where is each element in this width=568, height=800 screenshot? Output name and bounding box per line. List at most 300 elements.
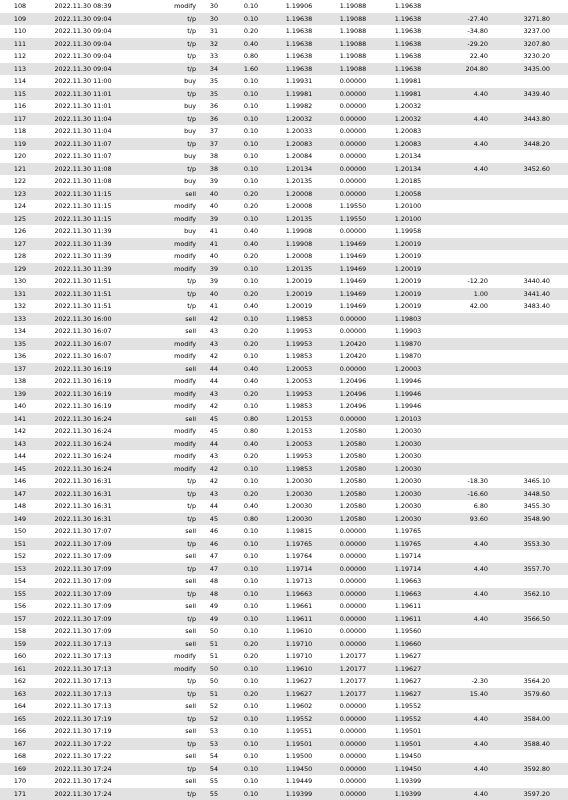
- trade-type-cell: buy: [126, 150, 198, 163]
- profit-cell: 4.40: [436, 738, 490, 751]
- profit-cell: -16.60: [436, 488, 490, 501]
- table-row: [0, 650, 568, 663]
- trade-number-cell: 152: [0, 550, 40, 563]
- trade-time-cell: 2022.11.30 16:19: [40, 375, 126, 388]
- order-number-cell: 43: [198, 325, 230, 338]
- take-profit-cell: 1.19399: [380, 775, 436, 788]
- trade-type-cell: t/p: [126, 475, 198, 488]
- balance-cell: [490, 625, 568, 638]
- trade-time-cell: 2022.11.30 16:31: [40, 475, 126, 488]
- table-row: [0, 138, 568, 151]
- stop-loss-cell: 1.20177: [326, 650, 380, 663]
- trade-time-cell: 2022.11.30 09:04: [40, 63, 126, 76]
- order-number-cell: 43: [198, 488, 230, 501]
- order-number-cell: 30: [198, 13, 230, 26]
- trade-type-cell: t/p: [126, 763, 198, 776]
- stop-loss-cell: 1.19088: [326, 38, 380, 51]
- profit-cell: [436, 100, 490, 113]
- stop-loss-cell: 1.20580: [326, 500, 380, 513]
- trade-number-cell: 124: [0, 200, 40, 213]
- balance-cell: [490, 0, 568, 13]
- balance-cell: [490, 188, 568, 201]
- price-cell: 1.19981: [272, 88, 326, 101]
- balance-cell: 3452.60: [490, 163, 568, 176]
- take-profit-cell: 1.19803: [380, 313, 436, 326]
- trade-time-cell: 2022.11.30 09:04: [40, 13, 126, 26]
- order-number-cell: 35: [198, 75, 230, 88]
- trade-time-cell: 2022.11.30 11:39: [40, 250, 126, 263]
- trade-type-cell: modify: [126, 213, 198, 226]
- trade-type-cell: buy: [126, 225, 198, 238]
- volume-cell: 0.40: [230, 375, 272, 388]
- balance-cell: [490, 650, 568, 663]
- profit-cell: [436, 150, 490, 163]
- trade-type-cell: buy: [126, 100, 198, 113]
- table-row: [0, 675, 568, 688]
- trade-type-cell: sell: [126, 413, 198, 426]
- table-row: [0, 288, 568, 301]
- balance-cell: [490, 388, 568, 401]
- table-row: [0, 563, 568, 576]
- profit-cell: [436, 400, 490, 413]
- table-row: [0, 638, 568, 651]
- trade-number-cell: 161: [0, 663, 40, 676]
- table-row: [0, 88, 568, 101]
- order-number-cell: 37: [198, 125, 230, 138]
- trade-number-cell: 132: [0, 300, 40, 313]
- stop-loss-cell: 0.00000: [326, 75, 380, 88]
- take-profit-cell: 1.20019: [380, 288, 436, 301]
- order-number-cell: 46: [198, 538, 230, 551]
- profit-cell: 15.40: [436, 688, 490, 701]
- volume-cell: 0.80: [230, 513, 272, 526]
- trade-time-cell: 2022.11.30 17:24: [40, 775, 126, 788]
- balance-cell: 3579.60: [490, 688, 568, 701]
- trade-number-cell: 155: [0, 588, 40, 601]
- order-number-cell: 51: [198, 650, 230, 663]
- table-row: [0, 175, 568, 188]
- table-row: [0, 588, 568, 601]
- trade-number-cell: 145: [0, 463, 40, 476]
- stop-loss-cell: 0.00000: [326, 113, 380, 126]
- balance-cell: 3435.00: [490, 63, 568, 76]
- trade-time-cell: 2022.11.30 11:07: [40, 138, 126, 151]
- table-row: [0, 363, 568, 376]
- table-row: [0, 200, 568, 213]
- price-cell: 1.20019: [272, 300, 326, 313]
- price-cell: 1.20135: [272, 263, 326, 276]
- stop-loss-cell: 0.00000: [326, 563, 380, 576]
- take-profit-cell: 1.20030: [380, 438, 436, 451]
- order-number-cell: 55: [198, 788, 230, 800]
- balance-cell: [490, 213, 568, 226]
- trade-type-cell: sell: [126, 775, 198, 788]
- trade-type-cell: t/p: [126, 675, 198, 688]
- balance-cell: 3271.80: [490, 13, 568, 26]
- take-profit-cell: 1.20030: [380, 425, 436, 438]
- order-number-cell: 42: [198, 463, 230, 476]
- trade-type-cell: modify: [126, 238, 198, 251]
- volume-cell: 0.10: [230, 713, 272, 726]
- trade-type-cell: modify: [126, 250, 198, 263]
- volume-cell: 0.10: [230, 588, 272, 601]
- balance-cell: [490, 225, 568, 238]
- trade-time-cell: 2022.11.30 16:07: [40, 350, 126, 363]
- order-number-cell: 45: [198, 413, 230, 426]
- stop-loss-cell: 1.19088: [326, 50, 380, 63]
- price-cell: 1.19906: [272, 0, 326, 13]
- take-profit-cell: 1.20032: [380, 100, 436, 113]
- take-profit-cell: 1.19399: [380, 788, 436, 800]
- volume-cell: 0.40: [230, 225, 272, 238]
- order-number-cell: 54: [198, 763, 230, 776]
- take-profit-cell: 1.20083: [380, 138, 436, 151]
- stop-loss-cell: 1.19469: [326, 238, 380, 251]
- balance-cell: [490, 125, 568, 138]
- take-profit-cell: 1.19638: [380, 25, 436, 38]
- trade-time-cell: 2022.11.30 17:09: [40, 575, 126, 588]
- stop-loss-cell: 0.00000: [326, 100, 380, 113]
- stop-loss-cell: 0.00000: [326, 88, 380, 101]
- trade-type-cell: t/p: [126, 63, 198, 76]
- profit-cell: [436, 700, 490, 713]
- order-number-cell: 45: [198, 513, 230, 526]
- price-cell: 1.19638: [272, 13, 326, 26]
- take-profit-cell: 1.20030: [380, 450, 436, 463]
- price-cell: 1.19953: [272, 388, 326, 401]
- order-number-cell: 30: [198, 0, 230, 13]
- order-number-cell: 41: [198, 238, 230, 251]
- stop-loss-cell: 0.00000: [326, 763, 380, 776]
- price-cell: 1.19638: [272, 50, 326, 63]
- trade-type-cell: modify: [126, 338, 198, 351]
- trade-type-cell: t/p: [126, 288, 198, 301]
- stop-loss-cell: 0.00000: [326, 313, 380, 326]
- trade-time-cell: 2022.11.30 17:09: [40, 625, 126, 638]
- profit-cell: [436, 600, 490, 613]
- order-number-cell: 43: [198, 450, 230, 463]
- trade-type-cell: modify: [126, 0, 198, 13]
- balance-cell: 3448.20: [490, 138, 568, 151]
- take-profit-cell: 1.20019: [380, 263, 436, 276]
- volume-cell: 0.20: [230, 638, 272, 651]
- profit-cell: [436, 175, 490, 188]
- trade-type-cell: modify: [126, 375, 198, 388]
- order-number-cell: 36: [198, 113, 230, 126]
- profit-cell: -29.20: [436, 38, 490, 51]
- trade-type-cell: modify: [126, 463, 198, 476]
- stop-loss-cell: 1.20496: [326, 375, 380, 388]
- trade-number-cell: 153: [0, 563, 40, 576]
- table-row: [0, 425, 568, 438]
- trade-number-cell: 142: [0, 425, 40, 438]
- take-profit-cell: 1.19765: [380, 538, 436, 551]
- table-row: [0, 375, 568, 388]
- stop-loss-cell: 0.00000: [326, 588, 380, 601]
- order-number-cell: 50: [198, 663, 230, 676]
- stop-loss-cell: 0.00000: [326, 188, 380, 201]
- trade-time-cell: 2022.11.30 11:01: [40, 88, 126, 101]
- profit-cell: [436, 575, 490, 588]
- trade-time-cell: 2022.11.30 16:24: [40, 438, 126, 451]
- table-row: [0, 300, 568, 313]
- stop-loss-cell: 1.19469: [326, 250, 380, 263]
- profit-cell: [436, 775, 490, 788]
- trade-time-cell: 2022.11.30 11:08: [40, 175, 126, 188]
- trade-number-cell: 168: [0, 750, 40, 763]
- stop-loss-cell: 0.00000: [326, 550, 380, 563]
- trade-time-cell: 2022.11.30 09:04: [40, 50, 126, 63]
- trade-time-cell: 2022.11.30 11:04: [40, 113, 126, 126]
- trade-type-cell: sell: [126, 700, 198, 713]
- balance-cell: [490, 638, 568, 651]
- trade-time-cell: 2022.11.30 11:51: [40, 300, 126, 313]
- trade-time-cell: 2022.11.30 16:19: [40, 363, 126, 376]
- order-number-cell: 41: [198, 300, 230, 313]
- order-number-cell: 42: [198, 400, 230, 413]
- order-number-cell: 48: [198, 575, 230, 588]
- volume-cell: 1.60: [230, 63, 272, 76]
- volume-cell: 0.10: [230, 538, 272, 551]
- balance-cell: [490, 463, 568, 476]
- volume-cell: 0.80: [230, 413, 272, 426]
- stop-loss-cell: 1.20580: [326, 438, 380, 451]
- price-cell: 1.19931: [272, 75, 326, 88]
- table-row: [0, 13, 568, 26]
- balance-cell: [490, 150, 568, 163]
- stop-loss-cell: 1.20177: [326, 688, 380, 701]
- balance-cell: 3566.50: [490, 613, 568, 626]
- order-number-cell: 47: [198, 563, 230, 576]
- order-number-cell: 48: [198, 588, 230, 601]
- volume-cell: 0.10: [230, 138, 272, 151]
- trade-time-cell: 2022.11.30 08:39: [40, 0, 126, 13]
- stop-loss-cell: 0.00000: [326, 575, 380, 588]
- trade-number-cell: 110: [0, 25, 40, 38]
- take-profit-cell: 1.20019: [380, 300, 436, 313]
- trade-number-cell: 159: [0, 638, 40, 651]
- order-number-cell: 46: [198, 525, 230, 538]
- trade-type-cell: t/p: [126, 25, 198, 38]
- price-cell: 1.19602: [272, 700, 326, 713]
- table-row: [0, 525, 568, 538]
- price-cell: 1.19953: [272, 338, 326, 351]
- price-cell: 1.20033: [272, 125, 326, 138]
- trade-number-cell: 165: [0, 713, 40, 726]
- volume-cell: 0.10: [230, 700, 272, 713]
- take-profit-cell: 1.20185: [380, 175, 436, 188]
- trade-time-cell: 2022.11.30 16:07: [40, 325, 126, 338]
- order-number-cell: 42: [198, 350, 230, 363]
- trade-type-cell: t/p: [126, 300, 198, 313]
- order-number-cell: 55: [198, 775, 230, 788]
- price-cell: 1.19552: [272, 713, 326, 726]
- price-cell: 1.19853: [272, 400, 326, 413]
- profit-cell: [436, 125, 490, 138]
- trade-number-cell: 163: [0, 688, 40, 701]
- balance-cell: 3584.00: [490, 713, 568, 726]
- profit-cell: 1.00: [436, 288, 490, 301]
- stop-loss-cell: 0.00000: [326, 700, 380, 713]
- take-profit-cell: 1.19981: [380, 88, 436, 101]
- price-cell: 1.19714: [272, 563, 326, 576]
- volume-cell: 0.10: [230, 600, 272, 613]
- trade-number-cell: 160: [0, 650, 40, 663]
- order-number-cell: 38: [198, 150, 230, 163]
- order-number-cell: 42: [198, 475, 230, 488]
- price-cell: 1.20019: [272, 275, 326, 288]
- volume-cell: 0.10: [230, 213, 272, 226]
- price-cell: 1.20030: [272, 475, 326, 488]
- table-row: [0, 50, 568, 63]
- table-row: [0, 625, 568, 638]
- trade-time-cell: 2022.11.30 17:24: [40, 763, 126, 776]
- trade-number-cell: 116: [0, 100, 40, 113]
- balance-cell: [490, 325, 568, 338]
- volume-cell: 0.20: [230, 338, 272, 351]
- trade-time-cell: 2022.11.30 17:13: [40, 675, 126, 688]
- trade-time-cell: 2022.11.30 17:09: [40, 550, 126, 563]
- stop-loss-cell: 0.00000: [326, 600, 380, 613]
- trade-number-cell: 140: [0, 400, 40, 413]
- trade-time-cell: 2022.11.30 16:19: [40, 388, 126, 401]
- trade-time-cell: 2022.11.30 16:24: [40, 413, 126, 426]
- take-profit-cell: 1.19946: [380, 375, 436, 388]
- take-profit-cell: 1.19870: [380, 338, 436, 351]
- stop-loss-cell: 0.00000: [326, 625, 380, 638]
- trade-number-cell: 158: [0, 625, 40, 638]
- profit-cell: [436, 238, 490, 251]
- table-row: [0, 350, 568, 363]
- trade-number-cell: 147: [0, 488, 40, 501]
- order-number-cell: 45: [198, 425, 230, 438]
- balance-cell: [490, 438, 568, 451]
- price-cell: 1.19611: [272, 613, 326, 626]
- take-profit-cell: 1.19903: [380, 325, 436, 338]
- balance-cell: [490, 375, 568, 388]
- balance-cell: 3562.10: [490, 588, 568, 601]
- profit-cell: [436, 550, 490, 563]
- stop-loss-cell: 1.20496: [326, 400, 380, 413]
- volume-cell: 0.10: [230, 675, 272, 688]
- balance-cell: 3448.50: [490, 488, 568, 501]
- trade-time-cell: 2022.11.30 16:31: [40, 488, 126, 501]
- balance-cell: 3455.30: [490, 500, 568, 513]
- take-profit-cell: 1.19611: [380, 600, 436, 613]
- trade-number-cell: 141: [0, 413, 40, 426]
- trade-type-cell: t/p: [126, 275, 198, 288]
- profit-cell: 4.40: [436, 713, 490, 726]
- trade-type-cell: t/p: [126, 788, 198, 800]
- take-profit-cell: 1.20030: [380, 463, 436, 476]
- balance-cell: 3588.40: [490, 738, 568, 751]
- take-profit-cell: 1.19638: [380, 38, 436, 51]
- stop-loss-cell: 0.00000: [326, 638, 380, 651]
- trade-time-cell: 2022.11.30 16:07: [40, 338, 126, 351]
- table-row: [0, 63, 568, 76]
- stop-loss-cell: 1.20580: [326, 463, 380, 476]
- trade-time-cell: 2022.11.30 11:00: [40, 75, 126, 88]
- order-number-cell: 31: [198, 25, 230, 38]
- trade-type-cell: t/p: [126, 88, 198, 101]
- volume-cell: 0.20: [230, 388, 272, 401]
- trade-time-cell: 2022.11.30 17:13: [40, 688, 126, 701]
- volume-cell: 0.10: [230, 0, 272, 13]
- price-cell: 1.20030: [272, 488, 326, 501]
- stop-loss-cell: 1.20580: [326, 513, 380, 526]
- trade-type-cell: sell: [126, 625, 198, 638]
- balance-cell: [490, 338, 568, 351]
- stop-loss-cell: 1.20420: [326, 338, 380, 351]
- order-number-cell: 51: [198, 638, 230, 651]
- price-cell: 1.20030: [272, 500, 326, 513]
- balance-cell: 3441.40: [490, 288, 568, 301]
- take-profit-cell: 1.19627: [380, 650, 436, 663]
- trade-type-cell: sell: [126, 575, 198, 588]
- profit-cell: -27.40: [436, 13, 490, 26]
- price-cell: 1.19764: [272, 550, 326, 563]
- balance-cell: [490, 750, 568, 763]
- trade-time-cell: 2022.11.30 17:13: [40, 638, 126, 651]
- volume-cell: 0.10: [230, 350, 272, 363]
- balance-cell: 3564.20: [490, 675, 568, 688]
- volume-cell: 0.10: [230, 613, 272, 626]
- volume-cell: 0.10: [230, 463, 272, 476]
- stop-loss-cell: 0.00000: [326, 525, 380, 538]
- stop-loss-cell: 0.00000: [326, 413, 380, 426]
- profit-cell: 4.40: [436, 88, 490, 101]
- profit-cell: 4.40: [436, 613, 490, 626]
- take-profit-cell: 1.20019: [380, 250, 436, 263]
- take-profit-cell: 1.19501: [380, 738, 436, 751]
- order-number-cell: 49: [198, 600, 230, 613]
- trade-type-cell: sell: [126, 325, 198, 338]
- table-row: [0, 25, 568, 38]
- trade-type-cell: sell: [126, 363, 198, 376]
- profit-cell: [436, 425, 490, 438]
- table-row: [0, 488, 568, 501]
- stop-loss-cell: 0.00000: [326, 125, 380, 138]
- volume-cell: 0.40: [230, 238, 272, 251]
- trade-type-cell: sell: [126, 600, 198, 613]
- order-number-cell: 44: [198, 375, 230, 388]
- balance-cell: [490, 363, 568, 376]
- take-profit-cell: 1.20134: [380, 163, 436, 176]
- profit-cell: [436, 638, 490, 651]
- volume-cell: 0.10: [230, 400, 272, 413]
- stop-loss-cell: 1.20177: [326, 675, 380, 688]
- trade-number-cell: 112: [0, 50, 40, 63]
- price-cell: 1.19710: [272, 638, 326, 651]
- profit-cell: [436, 325, 490, 338]
- stop-loss-cell: 0.00000: [326, 175, 380, 188]
- order-number-cell: 43: [198, 388, 230, 401]
- volume-cell: 0.10: [230, 725, 272, 738]
- trade-number-cell: 166: [0, 725, 40, 738]
- stop-loss-cell: 1.19550: [326, 200, 380, 213]
- trade-number-cell: 126: [0, 225, 40, 238]
- trade-type-cell: t/p: [126, 163, 198, 176]
- take-profit-cell: 1.19870: [380, 350, 436, 363]
- order-number-cell: 44: [198, 363, 230, 376]
- price-cell: 1.20030: [272, 513, 326, 526]
- take-profit-cell: 1.20032: [380, 113, 436, 126]
- stop-loss-cell: 0.00000: [326, 788, 380, 800]
- balance-cell: [490, 75, 568, 88]
- balance-cell: 3465.10: [490, 475, 568, 488]
- table-row: [0, 688, 568, 701]
- balance-cell: 3553.30: [490, 538, 568, 551]
